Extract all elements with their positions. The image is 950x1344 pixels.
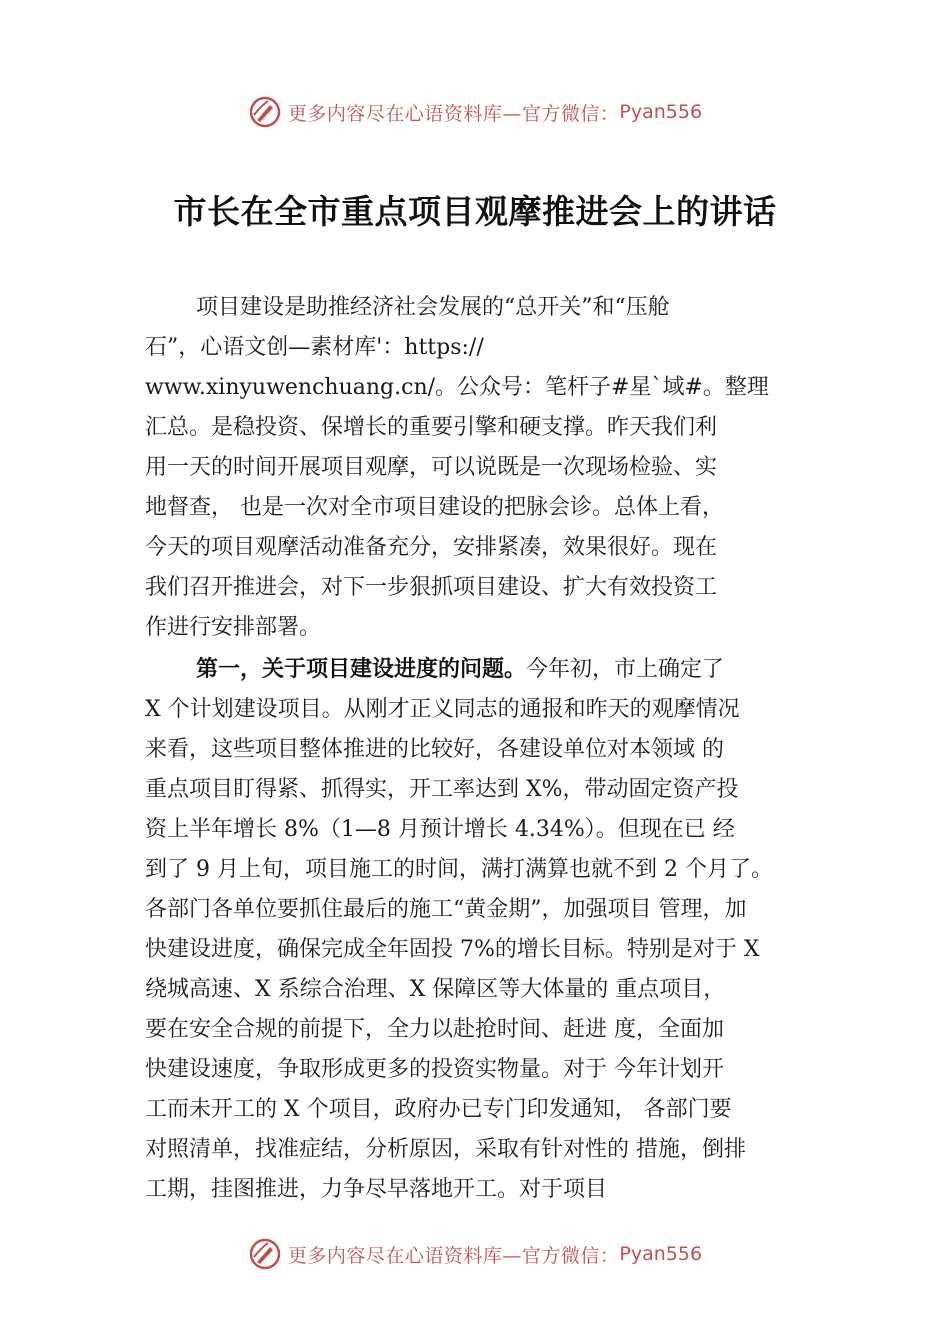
text-line: 石”，心语文创—素材库'：https://: [145, 335, 484, 360]
text-line: 地督查， 也是一次对全市项目建设的把脉会诊。总体上看，: [145, 495, 724, 520]
banner-wechat-id: Pyan556: [619, 1243, 703, 1265]
text-line: 我们召开推进会，对下一步狠抓项目建设、扩大有效投资工: [145, 575, 718, 600]
text-line: 到了 9 月上旬，项目施工的时间，满打满算也就不到 2 个月了。: [145, 857, 773, 882]
text-line: 工而未开工的 X 个项目，政府办已专门印发通知， 各部门要: [145, 1097, 732, 1122]
text-line: 各部门各单位要抓住最后的施工“黄金期”，加强项目 管理，加: [145, 897, 747, 922]
paragraph-1: [145, 288, 845, 648]
document-title: 市长在全市重点项目观摩推进会上的讲话: [173, 192, 777, 231]
banner-text: 更多内容尽在心语资料库—官方微信：: [287, 102, 620, 125]
header-watermark-banner: [0, 92, 950, 132]
text-line: 作进行安排部署。: [145, 615, 322, 640]
text-line: 绕城高速、X 系综合治理、X 保障区等大体量的 重点项目，: [145, 977, 726, 1002]
text-line: 资上半年增长 8%（1—8 月预计增长 4.34%）。但现在已 经: [145, 817, 735, 842]
text-line: 工期，挂图推进，力争尽早落地开工。对于项目: [145, 1177, 608, 1202]
pen-logo-icon: [248, 95, 282, 129]
text-line: 重点项目盯得紧、抓得实，开工率达到 X%，带动固定资产投: [145, 777, 739, 802]
text-line: 来看，这些项目整体推进的比较好，各建设单位对本领域 的: [145, 737, 724, 762]
footer-watermark-banner: [0, 1234, 950, 1274]
pen-logo-icon: [248, 1237, 282, 1271]
section-heading-lead: 第一，关于项目建设进度的问题。: [196, 657, 527, 682]
text-line: X 个计划建设项目。从刚才正义同志的通报和昨天的观摩情况: [145, 697, 740, 722]
text-line: www.xinyuwenchuang.cn/。公众号：笔杆子#星`域#。整理: [145, 375, 769, 400]
text-line: 快建设速度，争取形成更多的投资实物量。对于 今年计划开: [145, 1057, 724, 1082]
text-span: 今年初，市上确定了: [526, 657, 725, 682]
text-line: 项目建设是助推经济社会发展的“总开关”和“压舱: [196, 295, 670, 320]
text-line: 对照清单，找准症结，分析原因，采取有针对性的 措施，倒排: [145, 1137, 746, 1162]
banner-text: 更多内容尽在心语资料库—官方微信：: [287, 1244, 620, 1267]
text-line: [145, 650, 845, 690]
text-line: 今天的项目观摩活动准备充分，安排紧凑，效果很好。现在: [145, 535, 718, 560]
text-line: 用一天的时间开展项目观摩，可以说既是一次现场检验、实: [145, 455, 718, 480]
paragraph-2: [145, 650, 845, 1210]
text-line: 要在安全合规的前提下，全力以赴抢时间、赶进 度，全面加: [145, 1017, 724, 1042]
text-line: 快建设进度，确保完成全年固投 7%的增长目标。特别是对于 X: [145, 937, 760, 962]
banner-wechat-id: Pyan556: [619, 101, 703, 123]
text-line: 汇总。是稳投资、保增长的重要引擎和硬支撑。昨天我们利: [145, 415, 718, 440]
